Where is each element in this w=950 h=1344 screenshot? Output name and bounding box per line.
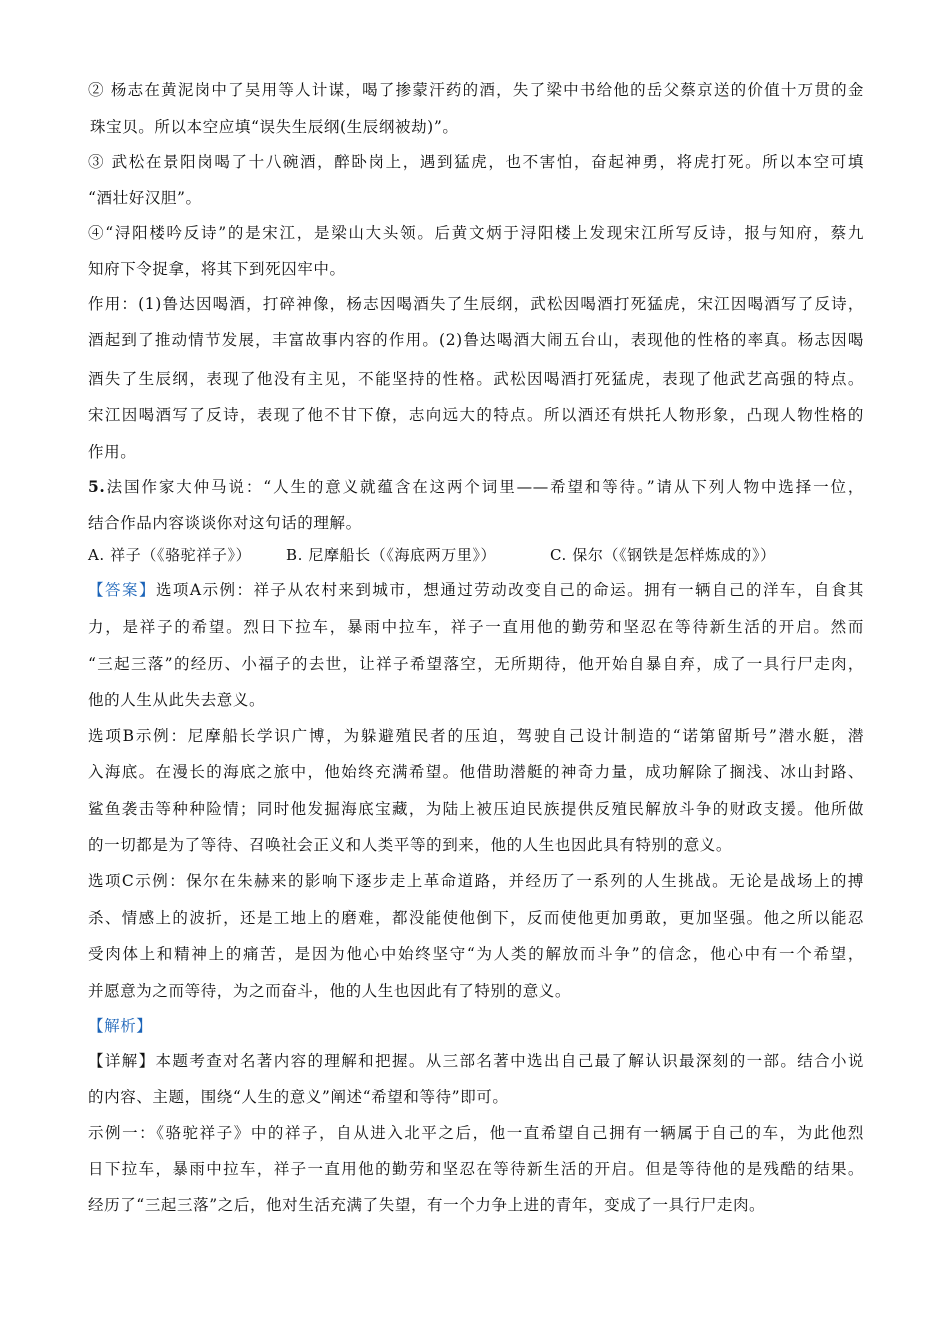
text-line: 经历了“三起三落”之后，他对生活充满了失望，有一个力争上进的青年，变成了一具行尸走肉。 [88, 1196, 766, 1214]
option-b: B. 尼摩船长（《海底两万里》） [286, 546, 497, 564]
analysis-heading [88, 1016, 864, 1036]
question-5-prompt [88, 477, 864, 497]
answer-tag: 【答案】 [88, 581, 156, 599]
text-line: “酒壮好汉胆”。 [88, 189, 202, 207]
analysis-tag: 【解析】 [88, 1017, 153, 1035]
text-line: 他的人生从此失去意义。 [88, 691, 266, 709]
text-line: ③ 武松在景阳岗喝了十八碗酒，醉卧岗上，遇到猛虎，也不害怕，奋起神勇，将虎打死。所以本空可填 [88, 153, 864, 171]
text-line: 鲨鱼袭击等种种险情；同时他发掘海底宝藏，为陆上被压迫民族提供反殖民解放斗争的财政支援。他所做 [88, 800, 864, 818]
text-line: 示例一：《骆驼祥子》中的祥子，自从进入北平之后，他一直希望自己拥有一辆属于自己的车，为此他烈 [88, 1124, 864, 1142]
text-line: 杀、情感上的波折，还是工地上的磨难，都没能使他倒下，反而使他更加勇敢，更加坚强。他之所以能忍 [88, 909, 864, 927]
text-line: 选项C示例：保尔在朱赫来的影响下逐步走上革命道路，并经历了一系列的人生挑战。无论是战场上的搏 [88, 872, 864, 890]
answer-text: 选项A示例：祥子从农村来到城市，想通过劳动改变自己的命运。拥有一辆自己的洋车，自食其 [155, 581, 864, 599]
question-options [88, 545, 864, 565]
question-number: 5. [88, 477, 106, 496]
text-line: 酒起到了推动情节发展，丰富故事内容的作用。(2)鲁达喝酒大闹五台山，表现他的性格的率真。杨志因喝 [88, 331, 864, 349]
text-line: 酒失了生辰纲，表现了他没有主见，不能坚持的性格。武松因喝酒打死猛虎，表现了他武艺高强的特点。 [88, 370, 864, 388]
option-c: C. 保尔（《钢铁是怎样炼成的》） [550, 546, 776, 564]
text-line: 日下拉车，暴雨中拉车，祥子一直用他的勤劳和坚忍在等待新生活的开启。但是等待他的是残酷的结果。 [88, 1160, 864, 1178]
text-line: 知府下令捉拿，将其下到死囚牢中。 [88, 260, 346, 278]
answer-line [88, 580, 864, 600]
text-line: 作用。 [88, 443, 137, 461]
text-line: ② 杨志在黄泥岗中了吴用等人计谋，喝了掺蒙汗药的酒，失了梁中书给他的岳父蔡京送的价值十万贯的金 [88, 81, 864, 99]
text-line: 的内容、主题，围绕“人生的意义”阐述“希望和等待”即可。 [88, 1088, 509, 1106]
text-line: 【详解】本题考查对名著内容的理解和把握。从三部名著中选出自己最了解认识最深刻的一部。结合小说 [88, 1052, 864, 1070]
text-line: 作用：(1)鲁达因喝酒，打碎神像，杨志因喝酒失了生辰纲，武松因喝酒打死猛虎，宋江因喝酒写了反诗， [88, 295, 864, 313]
text-line: 受肉体上和精神上的痛苦，是因为他心中始终坚守“为人类的解放而斗争”的信念，他心中有一个希望， [88, 945, 864, 963]
text-line: 选项B示例：尼摩船长学识广博，为躲避殖民者的压迫，驾驶自己设计制造的“诺第留斯号”潜水艇，潜 [88, 727, 864, 745]
text-line: 宋江因喝酒写了反诗，表现了他不甘下僚，志向远大的特点。所以酒还有烘托人物形象，凸现人物性格的 [88, 406, 864, 424]
text-line: 珠宝贝。所以本空应填“误失生辰纲(生辰纲被劫)”。 [90, 118, 459, 136]
question-text: 法国作家大仲马说：“人生的意义就蕴含在这两个词里——希望和等待。”请从下列人物中选择一位， [105, 478, 864, 496]
text-line: 力，是祥子的希望。烈日下拉车，暴雨中拉车，祥子一直用他的勤劳和坚忍在等待新生活的开启。然而 [88, 618, 864, 636]
text-line: 的一切都是为了等待、召唤社会正义和人类平等的到来，他的人生也因此具有特别的意义。 [88, 836, 733, 854]
text-line: 入海底。在漫长的海底之旅中，他始终充满希望。他借助潜艇的神奇力量，成功解除了搁浅、冰山封路、 [88, 763, 864, 781]
text-line: ④“浔阳楼吟反诗”的是宋江，是梁山大头领。后黄文炳于浔阳楼上发现宋江所写反诗，报与知府，蔡九 [88, 224, 864, 242]
text-line: “三起三落”的经历、小福子的去世，让祥子希望落空，无所期待，他开始自暴自弃，成了一具行尸走肉， [88, 655, 864, 673]
text-line: 并愿意为之而等待，为之而奋斗，他的人生也因此有了特别的意义。 [88, 982, 572, 1000]
text-line: 结合作品内容谈谈你对这句话的理解。 [88, 514, 362, 532]
option-a: A. 祥子（《骆驼祥子》） [88, 546, 252, 564]
